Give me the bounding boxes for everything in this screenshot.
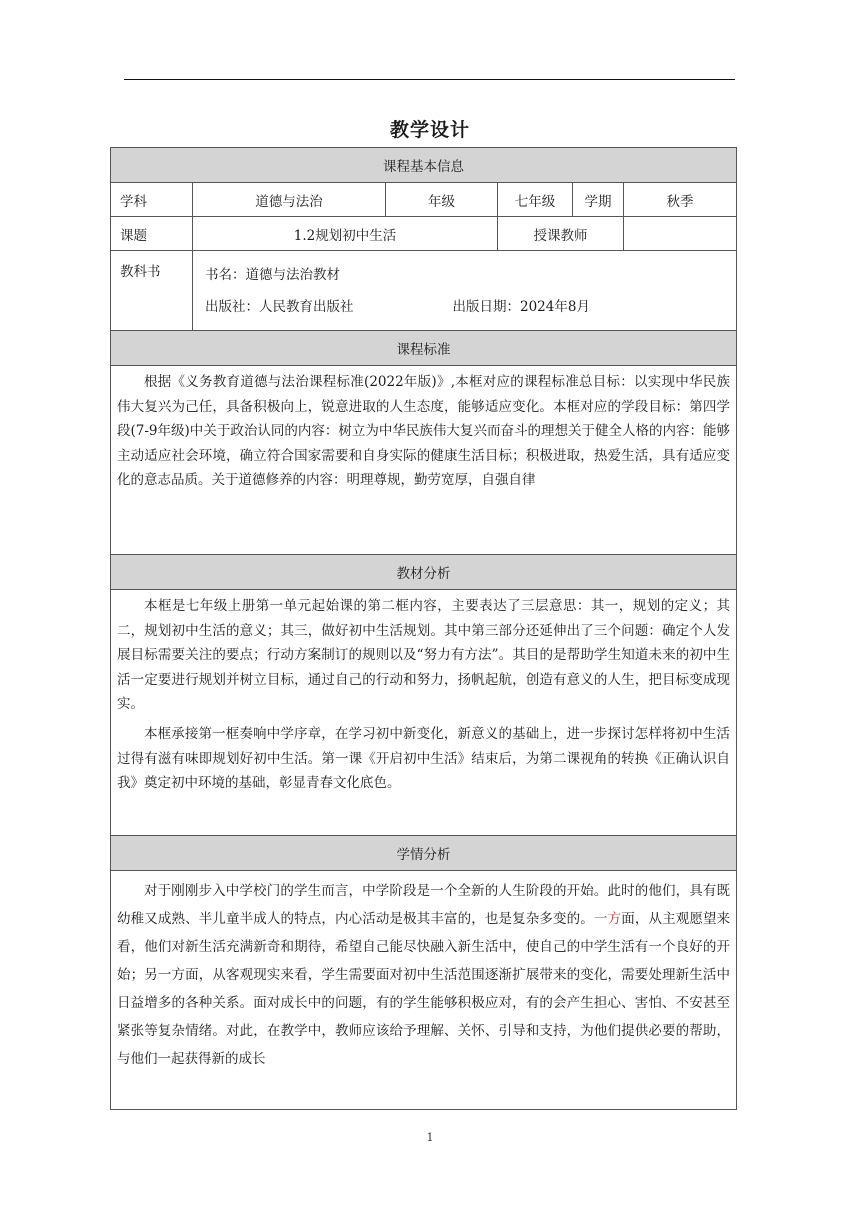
grade-label: 年级 <box>386 183 498 217</box>
lesson-label: 课题 <box>111 217 193 251</box>
publisher-line <box>205 291 736 323</box>
textbook-analysis-para-1: 本框是七年级上册第一单元起始课的第二框内容，主要表达了三层意思：其一，规划的定义；其二，规划初中生活的意义；其三，做好初中生活规划。其中第三部分还延伸出了三个问题：确定个人发展目标需要关注的要点；行动方案制订的规则以及“努力有方法”。其目的是帮助学生知道未来的初中生活一定要进行规划并树立目标，通过自己的行动和努力，扬帆起航，创造有意义的人生，把目标变成现实。 <box>117 598 731 713</box>
textbook-analysis-content <box>111 590 737 836</box>
page-number: 1 <box>426 1131 434 1144</box>
learner-text-a: 对于刚刚步入中学校门的学生而言，中学阶段是一个全新的人生阶段的开始。此时的他们，具有既幼稚又成熟、半儿童半成人的特点，内心活动是极其丰富的，也是复杂多变的。 <box>117 883 731 927</box>
learner-text-highlight: 一方 <box>593 911 622 927</box>
publish-date: 出版日期：2024年8月 <box>452 299 590 315</box>
standards-content <box>111 366 737 555</box>
page-title: 教学设计 <box>389 119 470 141</box>
term-value: 秋季 <box>624 183 737 217</box>
section-header-standards: 课程标准 <box>111 331 737 366</box>
subject-label: 学科 <box>111 183 193 217</box>
lesson-plan-table <box>110 147 737 1110</box>
teacher-value <box>624 217 737 251</box>
learner-analysis-text <box>117 877 730 1073</box>
section-header-textbook-analysis: 教材分析 <box>111 555 737 590</box>
learner-analysis-content <box>111 871 737 1110</box>
term-label: 学期 <box>573 183 624 217</box>
textbook-info <box>193 251 737 331</box>
section-header-learner-analysis: 学情分析 <box>111 836 737 871</box>
textbook-label: 教科书 <box>111 251 193 331</box>
learner-text-b: 面，从主观愿望来看，他们对新生活充满新奇和期待，希望自己能尽快融入新生活中，使自己的中学生活有一个良好的开始；另一方面，从客观现实来看，学生需要面对初中生活范围逐渐扩展带来的变化，需要处理新生活中日益增多的各种关系。面对成长中的问题，有的学生能够积极应对，有的会产生担心、害怕、不安甚至紧张等复杂情绪。对此，在教学中，教师应该给予理解、关怀、引导和支持，为他们提供必要的帮助，与他们一起获得新的成长 <box>117 911 731 1067</box>
book-name: 书名：道德与法治教材 <box>205 267 340 283</box>
teacher-label: 授课教师 <box>498 217 624 251</box>
publisher: 出版社：人民教育出版社 <box>205 299 354 315</box>
lesson-value: 1.2规划初中生活 <box>193 217 498 251</box>
grade-value: 七年级 <box>498 183 573 217</box>
standards-text: 根据《义务教育道德与法治课程标准(2022年版)》,本框对应的课程标准总目标：以实现中华民族伟大复兴为己任，具备积极向上，锐意进取的人生态度，能够适应变化。本框对应的学段目标：第四学段(7-9年级)中关于政治认同的内容：树立为中华民族伟大复兴而奋斗的理想关于健全人格的内容：能够主动适应社会环境，确立符合国家需要和自身实际的健康生活目标；积极进取，热爱生活，具有适应变化的意志品质。关于道德修养的内容：明理尊规，勤劳宽厚，自强自律 <box>117 374 731 489</box>
section-header-basic-info: 课程基本信息 <box>111 148 737 183</box>
textbook-analysis-para-2: 本框承接第一框奏响中学序章，在学习初中新变化，新意义的基础上，进一步探讨怎样将初中生活过得有滋有味即规划好初中生活。第一课《开启初中生活》结束后，为第二课视角的转换《正确认识自我》奠定初中环境的基础，彰显青春文化底色。 <box>117 725 731 792</box>
subject-value: 道德与法治 <box>193 183 386 217</box>
header-rule <box>124 79 735 80</box>
